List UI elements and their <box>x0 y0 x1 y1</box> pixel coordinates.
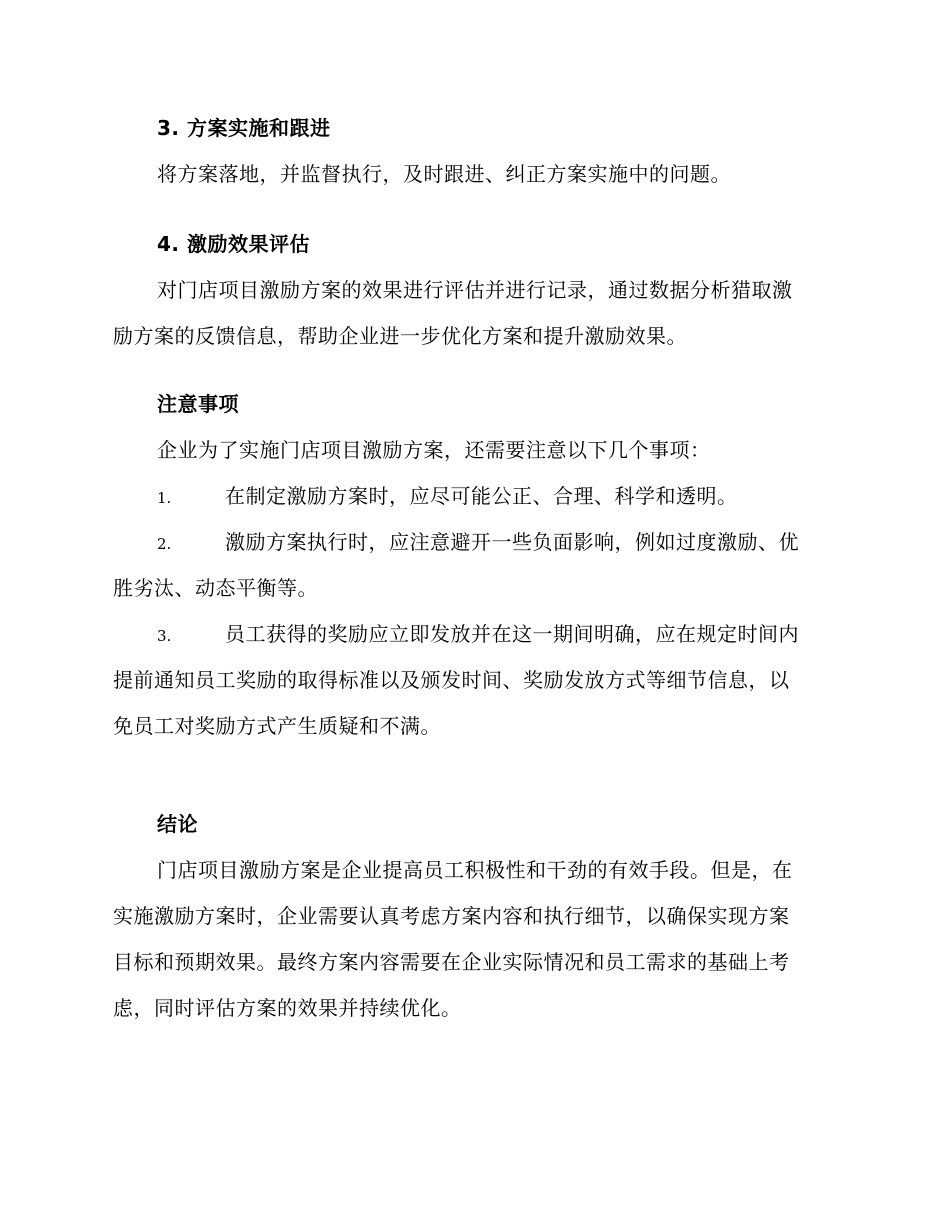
list-item-number: 2. <box>157 535 172 553</box>
list-item-text: 在制定激励方案时，应尽可能公正、合理、科学和透明。 <box>225 484 738 508</box>
paragraph-line: 虑，同时评估方案的效果并持续优化。 <box>113 996 462 1020</box>
section-heading: 3. 方案实施和跟进 <box>157 116 331 140</box>
paragraph-line: 励方案的反馈信息，帮助企业进一步优化方案和提升激励效果。 <box>113 324 687 348</box>
section-conclusion <box>113 812 833 1021</box>
paragraph-line: 对门店项目激励方案的效果进行评估并进行记录，通过数据分析猎取激 <box>157 278 793 302</box>
paragraph-line: 实施激励方案时，企业需要认真考虑方案内容和执行细节，以确保实现方案 <box>113 904 790 928</box>
paragraph-line: 企业为了实施门店项目激励方案，还需要注意以下几个事项： <box>157 438 711 462</box>
section-heading: 结论 <box>157 812 198 836</box>
section-implementation <box>113 116 833 187</box>
section-heading: 注意事项 <box>157 392 239 416</box>
list-item <box>113 530 833 555</box>
list-item-continuation: 提前通知员工奖励的取得标准以及颁发时间、奖励发放方式等细节信息，以 <box>113 668 790 692</box>
paragraph-line: 目标和预期效果。最终方案内容需要在企业实际情况和员工需求的基础上考 <box>113 950 790 974</box>
paragraph-line: 将方案落地，并监督执行，及时跟进、纠正方案实施中的问题。 <box>157 162 731 186</box>
section-notes <box>113 392 833 739</box>
list-item-continuation: 胜劣汰、动态平衡等。 <box>113 576 318 600</box>
list-item-text: 激励方案执行时，应注意避开一些负面影响，例如过度激励、优 <box>225 530 799 554</box>
paragraph-line: 门店项目激励方案是企业提高员工积极性和干劲的有效手段。但是，在 <box>157 858 793 882</box>
list-item-continuation: 免员工对奖励方式产生质疑和不满。 <box>113 714 441 738</box>
list-item-number: 3. <box>157 627 172 645</box>
section-heading: 4. 激励效果评估 <box>157 232 310 256</box>
section-evaluation <box>113 232 833 349</box>
list-item <box>113 484 833 509</box>
list-item-number: 1. <box>157 489 172 507</box>
list-item <box>113 622 833 647</box>
list-item-text: 员工获得的奖励应立即发放并在这一期间明确，应在规定时间内 <box>225 622 799 646</box>
